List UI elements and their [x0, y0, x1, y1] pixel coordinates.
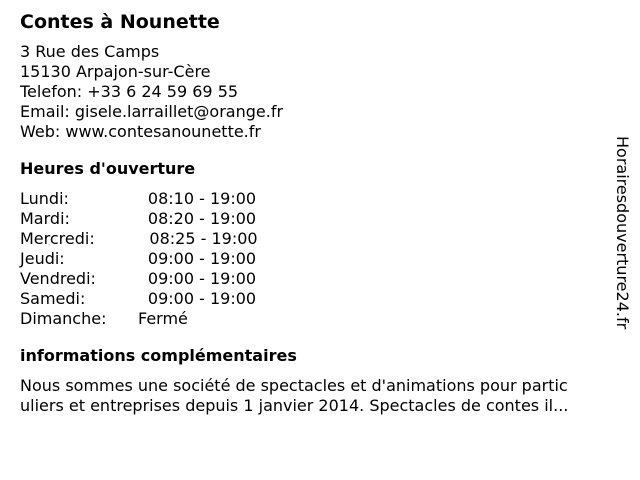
email-label: Email:	[20, 102, 70, 121]
phone-row	[20, 82, 610, 102]
hours-row	[20, 289, 266, 309]
watermark-text: Horairesdouverture24.fr	[613, 136, 632, 330]
hours-row	[20, 309, 266, 329]
hours-time: 08:20 - 19:00	[147, 209, 257, 228]
info-description	[20, 376, 620, 416]
web-row	[20, 122, 610, 142]
email-row	[20, 102, 610, 122]
hours-day: Dimanche:	[20, 309, 107, 328]
hours-time: 09:00 - 19:00	[147, 249, 257, 268]
info-line: uliers et entreprises depuis 1 janvier 2014. Spectacles de contes il...	[20, 396, 569, 415]
hours-time: 08:10 - 19:00	[147, 189, 257, 208]
hours-row	[20, 189, 266, 209]
web-label: Web:	[20, 122, 61, 141]
hours-day: Lundi:	[20, 189, 69, 208]
hours-day: Jeudi:	[20, 249, 65, 268]
hours-table	[20, 189, 266, 329]
hours-day: Mardi:	[20, 209, 70, 228]
hours-day: Samedi:	[20, 289, 86, 308]
hours-day: Mercredi:	[20, 229, 95, 248]
web-link[interactable]: www.contesanounette.fr	[65, 122, 261, 141]
hours-row	[20, 209, 266, 229]
address-city: 15130 Arpajon-sur-Cère	[20, 62, 211, 81]
hours-day: Vendredi:	[20, 269, 96, 288]
phone-number[interactable]: +33 6 24 59 69 55	[87, 82, 239, 101]
hours-time: 09:00 - 19:00	[147, 269, 257, 288]
business-name: Contes à Nounette	[20, 11, 220, 33]
hours-row	[20, 249, 266, 269]
hours-row	[20, 269, 266, 289]
info-line: Nous sommes une société de spectacles et d'animations pour partic	[20, 376, 568, 395]
hours-time: Fermé	[138, 309, 188, 328]
hours-row	[20, 229, 266, 249]
phone-label: Telefon:	[20, 82, 83, 101]
email-address[interactable]: gisele.larraillet@orange.fr	[74, 102, 284, 121]
hours-time: 09:00 - 19:00	[147, 289, 257, 308]
hours-heading: Heures d'ouverture	[20, 159, 196, 178]
address-street: 3 Rue des Camps	[20, 42, 160, 61]
info-heading: informations complémentaires	[20, 346, 297, 365]
business-card	[20, 10, 610, 416]
hours-time: 08:25 - 19:00	[149, 229, 258, 248]
